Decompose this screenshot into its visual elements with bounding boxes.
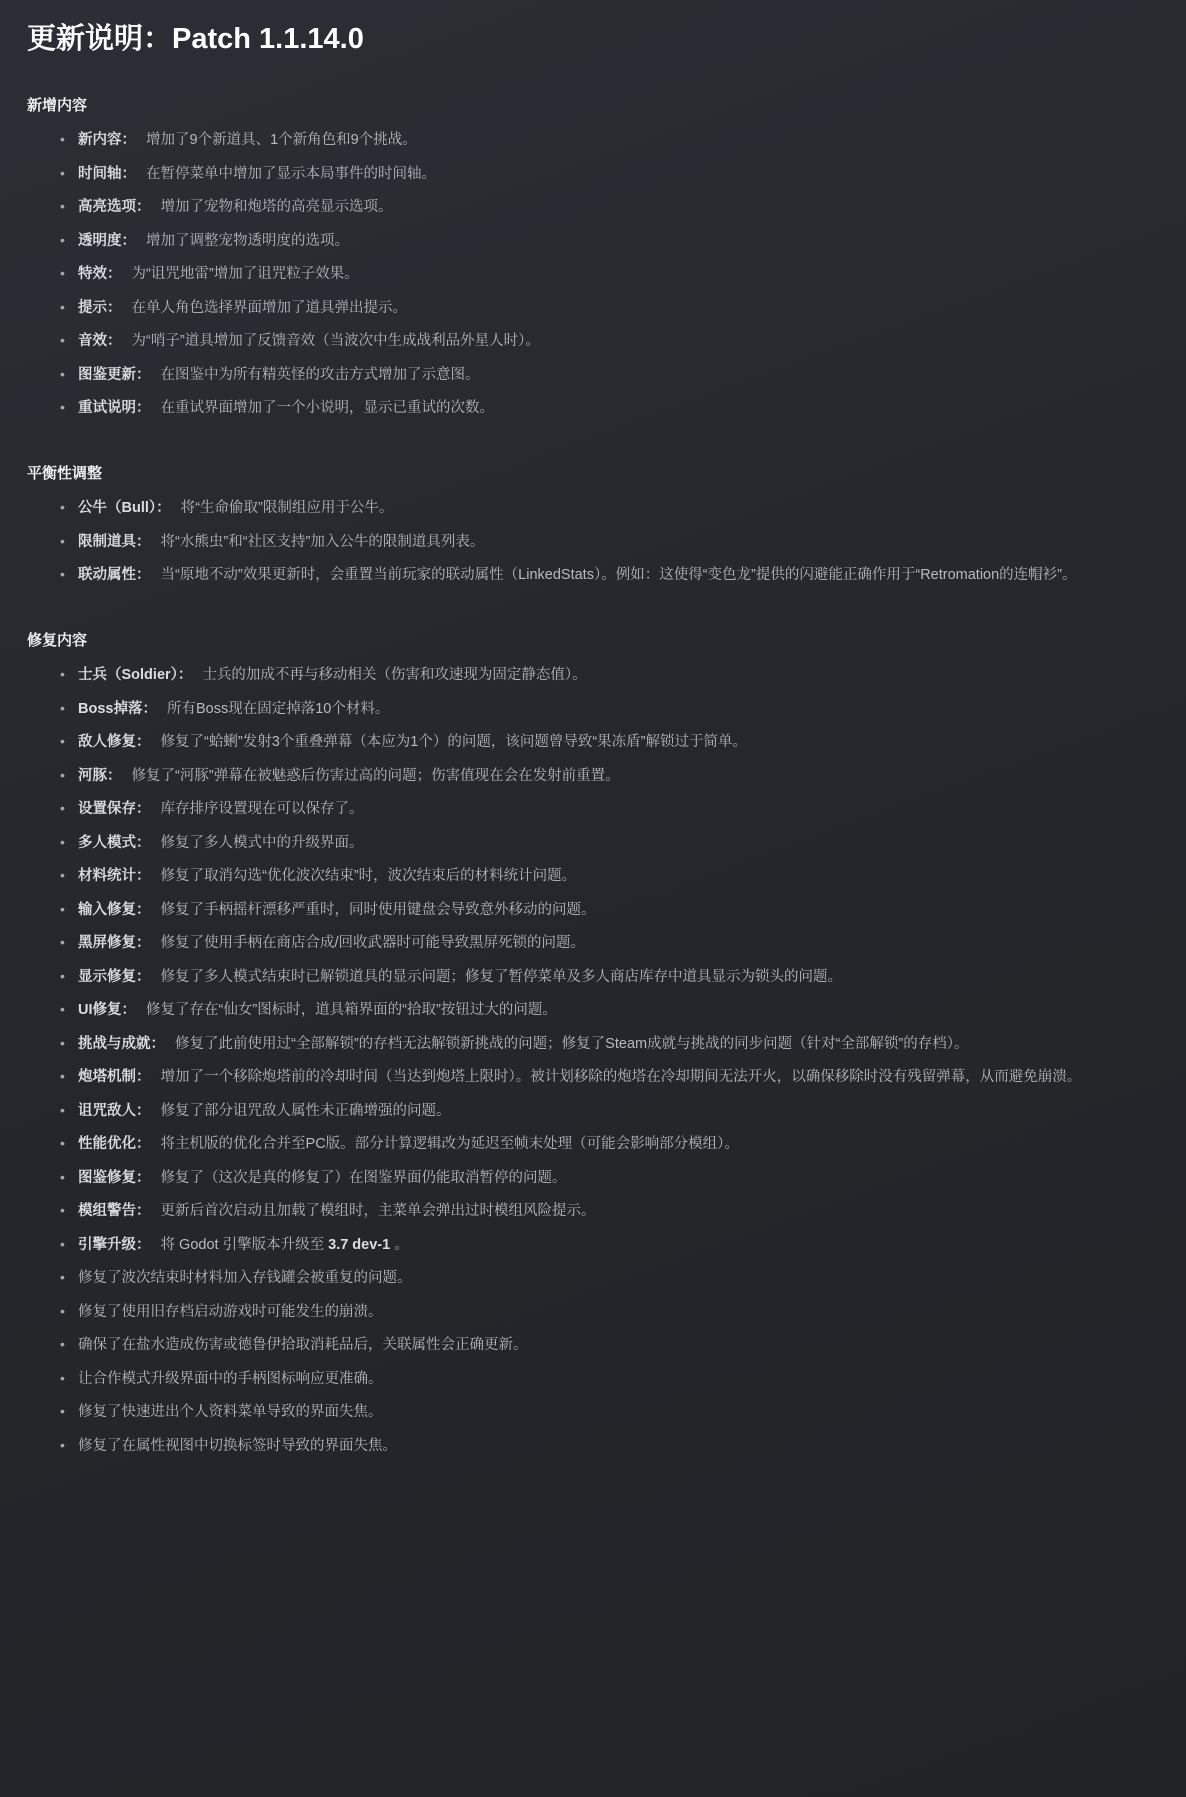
patch-note-item (60, 1302, 1160, 1323)
bullet-icon: • (60, 164, 65, 181)
bullet-icon: • (60, 1168, 65, 1185)
bullet-icon: • (60, 532, 65, 549)
item-text: 将主机版的优化合并至PC版。部分计算逻辑改为延迟至帧末处理（可能会影响部分模组）。 (160, 1136, 739, 1152)
item-bold-text: 3.7 dev-1 (328, 1236, 391, 1253)
item-label: 士兵（Soldier）： (78, 667, 193, 683)
patch-note-item (60, 498, 1160, 519)
item-label: 黑屏修复： (78, 935, 151, 951)
bullet-icon: • (60, 1202, 65, 1218)
item-label: 重试说明： (78, 400, 151, 416)
patch-note-item (60, 1235, 1160, 1256)
patch-note-item (60, 331, 1160, 352)
patch-note-item (60, 398, 1160, 419)
bullet-icon: • (60, 1101, 65, 1118)
patch-note-item (60, 933, 1160, 954)
patch-note-item (60, 732, 1160, 753)
item-text: 将“生命偷取”限制组应用于公牛。 (180, 500, 394, 516)
item-label: 新内容： (78, 132, 136, 148)
item-label: 材料统计： (78, 868, 151, 884)
item-text: 修复了波次结束时材料加入存钱罐会被重复的问题。 (78, 1270, 412, 1286)
section-list (27, 498, 1160, 586)
bullet-icon: • (60, 867, 65, 883)
item-label: 特效： (78, 266, 122, 282)
section-list (27, 665, 1160, 1457)
item-text: 增加了调整宠物透明度的选项。 (146, 232, 350, 249)
item-text: 在图鉴中为所有精英怪的攻击方式增加了示意图。 (160, 366, 480, 383)
item-label: 敌人修复： (78, 734, 151, 750)
patch-section (27, 630, 1160, 1457)
item-text: 修复了在属性视图中切换标签时导致的界面失焦。 (78, 1437, 397, 1454)
patch-note-item (60, 164, 1160, 185)
item-text: 修复了多人模式结束时已解锁道具的显示问题；修复了暂停菜单及多人商店库存中道具显示为锁头的问题。 (160, 968, 843, 985)
section-list (27, 130, 1160, 419)
item-label: 多人模式： (78, 834, 151, 851)
bullet-icon: • (60, 1336, 65, 1352)
item-text: 修复了此前使用过“全部解锁”的存档无法解锁新挑战的问题；修复了Steam成就与挑战的同步问题（针对“全部解锁”的存档）。 (175, 1035, 969, 1052)
bullet-icon: • (60, 1034, 65, 1051)
item-text: 在单人角色选择界面增加了道具弹出提示。 (131, 299, 408, 316)
bullet-icon: • (60, 566, 65, 582)
bullet-icon: • (60, 499, 65, 515)
patch-note-item (60, 1101, 1160, 1122)
item-text-after: 。 (394, 1236, 409, 1253)
bullet-icon: • (60, 1403, 65, 1419)
item-text: 当“原地不动”效果更新时，会重置当前玩家的联动属性（LinkedStats）。例如：这使得“变色龙”提供的闪避能正确作用于“Retromation的连帽衫”。 (160, 567, 1077, 583)
item-text: 修复了使用手柄在商店合成/回收武器时可能导致黑屏死锁的问题。 (160, 935, 586, 951)
item-text: 修复了使用旧存档启动游戏时可能发生的崩溃。 (78, 1303, 383, 1320)
item-text: 确保了在盐水造成伤害或德鲁伊拾取消耗品后，关联属性会正确更新。 (78, 1337, 528, 1353)
patch-note-item (60, 1034, 1160, 1055)
item-text: 修复了取消勾选“优化波次结束”时，波次结束后的材料统计问题。 (160, 868, 577, 884)
item-label: 诅咒敌人： (78, 1102, 151, 1119)
item-text: 修复了存在“仙女”图标时，道具箱界面的“拾取”按钮过大的问题。 (146, 1002, 557, 1018)
item-label: 透明度： (78, 232, 136, 249)
item-text: 将“水熊虫”和“社区支持”加入公牛的限制道具列表。 (160, 533, 485, 550)
item-text: 为“哨子”道具增加了反馈音效（当波次中生成战利品外星人时）。 (131, 333, 540, 349)
patch-note-item (60, 565, 1160, 586)
item-text: 修复了快速进出个人资料菜单导致的界面失焦。 (78, 1404, 383, 1420)
patch-note-item (60, 799, 1160, 820)
item-text: 修复了（这次是真的修复了）在图鉴界面仍能取消暂停的问题。 (160, 1169, 567, 1186)
patch-note-item (60, 1168, 1160, 1189)
item-label: 模组警告： (78, 1203, 151, 1219)
patch-note-item (60, 699, 1160, 720)
patch-note-item (60, 866, 1160, 887)
bullet-icon: • (60, 800, 65, 816)
bullet-icon: • (60, 967, 65, 984)
item-text: 所有Boss现在固定掉落10个材料。 (167, 700, 390, 717)
item-text: 将 Godot 引擎版本升级至 (160, 1236, 329, 1253)
bullet-icon: • (60, 1068, 65, 1084)
bullet-icon: • (60, 365, 65, 382)
item-label: 提示： (78, 299, 122, 316)
bullet-icon: • (60, 332, 65, 348)
patch-section (27, 95, 1160, 419)
section-heading: 新增内容 (27, 97, 88, 114)
item-label: 设置保存： (78, 801, 151, 817)
patch-note-item (60, 1436, 1160, 1457)
bullet-icon: • (60, 666, 65, 682)
item-text: 在暂停菜单中增加了显示本局事件的时间轴。 (146, 165, 437, 182)
item-label: 公牛（Bull）： (78, 500, 171, 516)
patch-note-item (60, 967, 1160, 988)
sections-container (27, 95, 1160, 1457)
patch-note-item (60, 1134, 1160, 1155)
item-label: UI修复： (78, 1002, 136, 1018)
patch-note-item (60, 264, 1160, 285)
bullet-icon: • (60, 298, 65, 315)
item-label: 挑战与成就： (78, 1035, 165, 1052)
patch-note-item (60, 365, 1160, 386)
bullet-icon: • (60, 198, 65, 214)
bullet-icon: • (60, 1369, 65, 1386)
section-heading: 修复内容 (27, 632, 88, 649)
item-text: 修复了多人模式中的升级界面。 (160, 834, 364, 851)
patch-note-item (60, 1369, 1160, 1390)
item-text: 修复了手柄摇杆漂移严重时，同时使用键盘会导致意外移动的问题。 (160, 901, 596, 918)
patch-note-item (60, 833, 1160, 854)
patch-note-item (60, 532, 1160, 553)
bullet-icon: • (60, 265, 65, 281)
item-label: 输入修复： (78, 901, 151, 918)
patch-note-item (60, 900, 1160, 921)
bullet-icon: • (60, 1269, 65, 1285)
patch-note-item (60, 766, 1160, 787)
item-label: 时间轴： (78, 165, 136, 182)
bullet-icon: • (60, 934, 65, 950)
item-text: 增加了宠物和炮塔的高亮显示选项。 (160, 199, 393, 215)
bullet-icon: • (60, 1436, 65, 1453)
bullet-icon: • (60, 1001, 65, 1017)
patch-note-item (60, 1000, 1160, 1021)
item-label: 高亮选项： (78, 199, 151, 215)
item-label: 性能优化： (78, 1136, 151, 1152)
bullet-icon: • (60, 1302, 65, 1319)
bullet-icon: • (60, 131, 65, 147)
item-label: 图鉴修复： (78, 1169, 151, 1186)
section-heading: 平衡性调整 (27, 465, 103, 482)
item-text: 士兵的加成不再与移动相关（伤害和攻速现为固定静态值）。 (202, 667, 587, 683)
item-label: 图鉴更新： (78, 366, 151, 383)
patch-note-item (60, 1201, 1160, 1222)
bullet-icon: • (60, 399, 65, 415)
item-text: 库存排序设置现在可以保存了。 (160, 801, 364, 817)
item-text: 在重试界面增加了一个小说明，显示已重试的次数。 (160, 400, 495, 416)
patch-note-item (60, 1335, 1160, 1356)
patch-note-item (60, 1067, 1160, 1088)
item-text: 为“诅咒地雷”增加了诅咒粒子效果。 (131, 266, 359, 282)
item-label: 引擎升级： (78, 1236, 151, 1253)
item-label: 显示修复： (78, 968, 151, 985)
patch-note-item (60, 1402, 1160, 1423)
item-text: 增加了一个移除炮塔前的冷却时间（当达到炮塔上限时）。被计划移除的炮塔在冷却期间无法开火，以确保移除时没有残留弹幕，从而避免崩溃。 (160, 1069, 1082, 1085)
patch-note-item (60, 1268, 1160, 1289)
item-text: 修复了“蛤蜊”发射3个重叠弹幕（本应为1个）的问题，该问题曾导致“果冻盾”解锁过于简单。 (160, 734, 747, 750)
item-label: 炮塔机制： (78, 1069, 151, 1085)
patch-note-item (60, 197, 1160, 218)
item-label: 河豚： (78, 767, 122, 784)
item-text: 修复了部分诅咒敌人属性未正确增强的问题。 (160, 1102, 451, 1119)
patch-note-item (60, 665, 1160, 686)
item-label: 联动属性： (78, 567, 151, 583)
item-text: 更新后首次启动且加载了模组时，主菜单会弹出过时模组风险提示。 (160, 1203, 596, 1219)
bullet-icon: • (60, 1135, 65, 1151)
bullet-icon: • (60, 900, 65, 917)
bullet-icon: • (60, 733, 65, 749)
patch-note-item (60, 298, 1160, 319)
page-title: 更新说明：Patch 1.1.14.0 (27, 23, 364, 55)
bullet-icon: • (60, 766, 65, 783)
patch-note-item (60, 231, 1160, 252)
item-text: 修复了“河豚”弹幕在被魅惑后伤害过高的问题；伤害值现在会在发射前重置。 (131, 767, 620, 784)
patch-section (27, 463, 1160, 586)
item-label: 音效： (78, 333, 122, 349)
bullet-icon: • (60, 1235, 65, 1252)
item-text: 让合作模式升级界面中的手柄图标响应更准确。 (78, 1370, 383, 1387)
item-label: Boss掉落： (78, 700, 157, 717)
item-label: 限制道具： (78, 533, 151, 550)
item-text: 增加了9个新道具、1个新角色和9个挑战。 (146, 132, 417, 148)
bullet-icon: • (60, 231, 65, 248)
bullet-icon: • (60, 833, 65, 850)
bullet-icon: • (60, 699, 65, 716)
patch-note-item (60, 130, 1160, 151)
